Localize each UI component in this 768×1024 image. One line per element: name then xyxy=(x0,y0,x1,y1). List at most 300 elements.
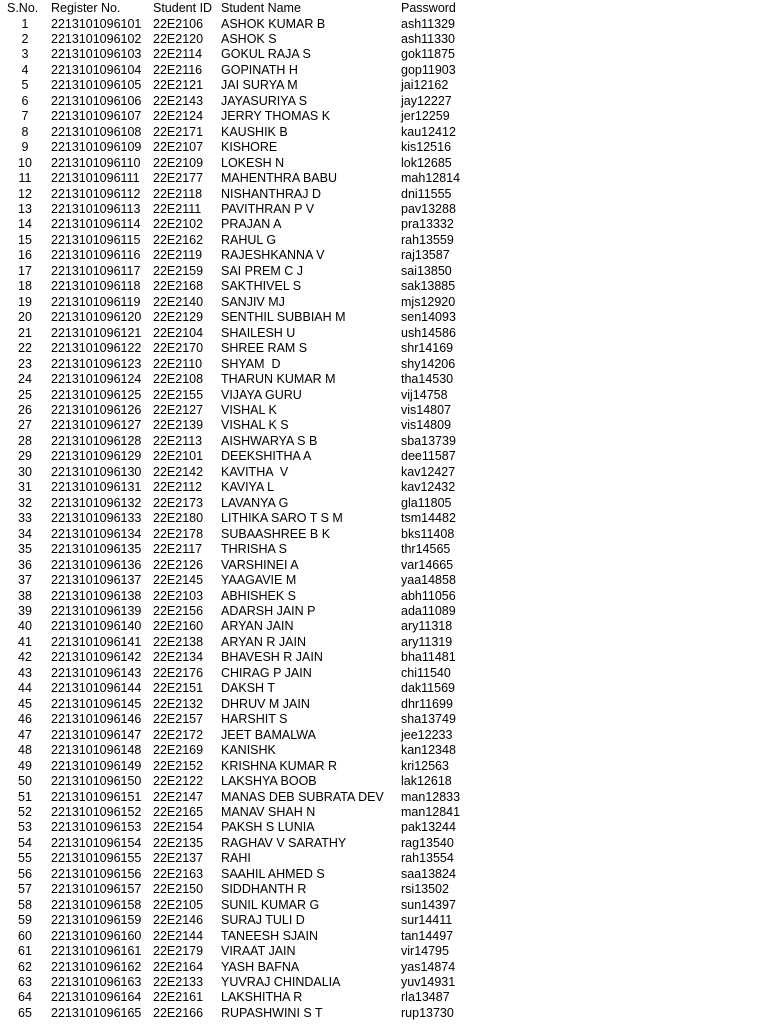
table-row xyxy=(0,805,768,821)
register-no-cell: 2213101096159 xyxy=(51,913,142,928)
sno-cell: 18 xyxy=(18,279,32,294)
student-id-cell: 22E2166 xyxy=(153,1005,204,1020)
register-no-cell: 2213101096165 xyxy=(51,1005,142,1020)
table-row xyxy=(0,78,768,94)
student-name-cell: SANJIV MJ xyxy=(221,294,285,309)
sno-cell: 14 xyxy=(18,217,32,232)
sno-cell: 12 xyxy=(18,186,32,201)
student-name-cell: BHAVESH R JAIN xyxy=(221,650,323,665)
student-name-cell: MANAS DEB SUBRATA DEV xyxy=(221,789,384,804)
student-name-cell: JAYASURIYA S xyxy=(221,93,308,108)
sno-cell: 16 xyxy=(18,248,32,263)
table-row xyxy=(0,851,768,867)
table-row xyxy=(0,357,768,373)
sno-cell: 39 xyxy=(18,603,32,618)
register-no-cell: 2213101096130 xyxy=(51,464,142,479)
password-cell: jee12233 xyxy=(401,727,453,742)
password-cell: ash11329 xyxy=(401,16,455,31)
table-row xyxy=(0,619,768,635)
student-name-cell: JAI SURYA M xyxy=(221,78,298,93)
student-name-cell: MANAV SHAH N xyxy=(221,804,316,819)
password-cell: vis14809 xyxy=(401,418,452,433)
student-id-cell: 22E2150 xyxy=(153,882,204,897)
table-row xyxy=(0,202,768,218)
sno-cell: 27 xyxy=(18,418,32,433)
register-no-cell: 2213101096156 xyxy=(51,866,142,881)
password-cell: tha14530 xyxy=(401,372,454,387)
register-no-cell: 2213101096119 xyxy=(51,294,141,309)
password-cell: rup13730 xyxy=(401,1005,454,1020)
student-name-cell: KAVIYA L xyxy=(221,480,275,495)
register-no-cell: 2213101096125 xyxy=(51,387,142,402)
sno-cell: 17 xyxy=(18,263,32,278)
student-id-cell: 22E2151 xyxy=(153,681,204,696)
student-id-cell: 22E2124 xyxy=(153,109,204,124)
table-row xyxy=(0,589,768,605)
table-row xyxy=(0,743,768,759)
sno-cell: 30 xyxy=(18,464,32,479)
table-row xyxy=(0,604,768,620)
student-id-cell: 22E2137 xyxy=(153,851,204,866)
password-cell: shy14206 xyxy=(401,356,456,371)
table-row xyxy=(0,341,768,357)
student-name-cell: DHRUV M JAIN xyxy=(221,696,310,711)
student-name-cell: RUPASHWINI S T xyxy=(221,1005,323,1020)
password-cell: rla13487 xyxy=(401,990,450,1005)
student-name-cell: SAI PREM C J xyxy=(221,263,303,278)
student-id-cell: 22E2103 xyxy=(153,588,204,603)
sno-cell: 21 xyxy=(18,325,32,340)
student-id-cell: 22E2163 xyxy=(153,866,204,881)
sno-cell: 10 xyxy=(18,155,32,170)
register-no-cell: 2213101096132 xyxy=(51,495,142,510)
sno-cell: 13 xyxy=(18,202,32,217)
student-name-cell: SIDDHANTH R xyxy=(221,882,307,897)
student-name-cell: LAKSHITHA R xyxy=(221,990,303,1005)
register-no-cell: 2213101096164 xyxy=(51,990,142,1005)
password-cell: pak13244 xyxy=(401,820,456,835)
student-name-cell: SHYAM D xyxy=(221,356,281,371)
student-name-cell: RAHI xyxy=(221,851,251,866)
register-no-cell: 2213101096120 xyxy=(51,310,142,325)
student-id-cell: 22E2127 xyxy=(153,403,204,417)
student-id-cell: 22E2147 xyxy=(153,789,204,804)
student-id-cell: 22E2179 xyxy=(153,944,204,959)
student-name-cell: DEEKSHITHA A xyxy=(221,449,312,464)
sno-cell: 64 xyxy=(18,990,32,1005)
register-no-cell: 2213101096149 xyxy=(51,758,142,773)
register-no-cell: 2213101096106 xyxy=(51,93,142,108)
student-name-cell: RAGHAV V SARATHY xyxy=(221,835,347,850)
student-id-cell: 22E2169 xyxy=(153,743,204,758)
student-name-cell: LAKSHYA BOOB xyxy=(221,774,317,789)
register-no-cell: 2213101096160 xyxy=(51,928,142,943)
table-row xyxy=(0,418,768,434)
register-no-cell: 2213101096129 xyxy=(51,449,142,464)
sno-cell: 7 xyxy=(21,109,29,124)
register-no-cell: 2213101096114 xyxy=(51,217,141,232)
sno-cell: 8 xyxy=(21,124,29,139)
sno-cell: 3 xyxy=(21,47,29,62)
student-id-cell: 22E2172 xyxy=(153,727,204,742)
sno-cell: 34 xyxy=(18,526,32,541)
register-no-cell: 2213101096143 xyxy=(51,665,142,680)
register-no-cell: 2213101096121 xyxy=(51,325,142,340)
sno-cell: 60 xyxy=(18,928,32,943)
sno-cell: 58 xyxy=(18,897,32,912)
sno-cell: 44 xyxy=(18,681,32,696)
header-row xyxy=(0,1,768,17)
student-name-cell: SURAJ TULI D xyxy=(221,913,305,928)
student-id-cell: 22E2129 xyxy=(153,310,204,325)
student-id-cell: 22E2142 xyxy=(153,464,204,479)
table-row xyxy=(0,960,768,976)
student-name-cell: LOKESH N xyxy=(221,155,285,170)
sno-cell: 42 xyxy=(18,650,32,665)
password-cell: ary11318 xyxy=(401,619,453,634)
sno-cell: 6 xyxy=(21,93,29,108)
student-name-cell: SENTHIL SUBBIAH M xyxy=(221,310,346,325)
student-name-cell: SAAHIL AHMED S xyxy=(221,866,325,881)
student-name-cell: MAHENTHRA BABU xyxy=(221,171,337,186)
register-no-cell: 2213101096144 xyxy=(51,681,142,696)
register-no-cell: 2213101096108 xyxy=(51,124,142,139)
register-no-cell: 2213101096136 xyxy=(51,557,142,572)
register-no-cell: 2213101096117 xyxy=(51,263,141,278)
register-no-cell: 2213101096105 xyxy=(51,78,142,93)
register-no-cell: 2213101096107 xyxy=(51,109,142,124)
register-no-cell: 2213101096111 xyxy=(51,171,140,186)
sno-cell: 37 xyxy=(18,573,32,588)
student-id-cell: 22E2143 xyxy=(153,93,204,108)
student-name-cell: VISHAL K xyxy=(221,403,277,417)
register-no-cell: 2213101096152 xyxy=(51,804,142,819)
register-no-cell: 2213101096151 xyxy=(51,789,142,804)
student-id-cell: 22E2176 xyxy=(153,665,204,680)
table-row xyxy=(0,17,768,33)
table-row xyxy=(0,496,768,512)
student-name-cell: LAVANYA G xyxy=(221,495,289,510)
register-no-cell: 2213101096134 xyxy=(51,526,142,541)
password-cell: kri12563 xyxy=(401,758,449,773)
student-id-cell: 22E2135 xyxy=(153,835,204,850)
student-name-cell: KAUSHIK B xyxy=(221,124,288,139)
student-name-cell: VARSHINEI A xyxy=(221,557,299,572)
student-name-cell: SHAILESH U xyxy=(221,325,296,340)
password-cell: lak12618 xyxy=(401,774,452,789)
password-cell: gop11903 xyxy=(401,62,456,77)
student-name-cell: CHIRAG P JAIN xyxy=(221,665,312,680)
table-row xyxy=(0,650,768,666)
table-row xyxy=(0,109,768,125)
student-name-cell: NISHANTHRAJ D xyxy=(221,186,322,201)
password-cell: dee11587 xyxy=(401,449,456,464)
register-no-cell: 2213101096133 xyxy=(51,511,142,526)
password-cell: vij14758 xyxy=(401,387,448,402)
table-row xyxy=(0,295,768,311)
student-name-cell: VIJAYA GURU xyxy=(221,387,302,402)
sno-cell: 45 xyxy=(18,696,32,711)
register-no-cell: 2213101096110 xyxy=(51,155,141,170)
register-no-cell: 2213101096118 xyxy=(51,279,141,294)
student-name-cell: KISHORE xyxy=(221,140,278,155)
student-id-cell: 22E2180 xyxy=(153,511,204,526)
register-no-cell: 2213101096123 xyxy=(51,356,142,371)
password-cell: lok12685 xyxy=(401,155,452,170)
student-id-cell: 22E2152 xyxy=(153,758,204,773)
table-row xyxy=(0,63,768,79)
register-no-cell: 2213101096128 xyxy=(51,433,142,448)
sno-cell: 4 xyxy=(21,62,29,77)
student-name-cell: YASH BAFNA xyxy=(221,959,300,974)
student-id-cell: 22E2118 xyxy=(153,186,203,201)
student-id-cell: 22E2165 xyxy=(153,804,204,819)
password-cell: thr14565 xyxy=(401,542,451,557)
register-no-cell: 2213101096112 xyxy=(51,186,141,201)
student-id-cell: 22E2155 xyxy=(153,387,204,402)
register-no-cell: 2213101096103 xyxy=(51,47,142,62)
password-cell: sba13739 xyxy=(401,433,456,448)
student-name-cell: ADARSH JAIN P xyxy=(221,603,316,618)
table-row xyxy=(0,171,768,187)
student-id-cell: 22E2146 xyxy=(153,913,204,928)
password-cell: ada11089 xyxy=(401,603,456,618)
student-id-cell: 22E2164 xyxy=(153,959,204,974)
table-row xyxy=(0,434,768,450)
student-name-cell: SAKTHIVEL S xyxy=(221,279,302,294)
password-cell: sen14093 xyxy=(401,310,456,325)
sno-cell: 59 xyxy=(18,913,32,928)
register-no-cell: 2213101096102 xyxy=(51,31,142,46)
student-name-cell: KAVITHA V xyxy=(221,464,289,479)
student-id-cell: 22E2114 xyxy=(153,47,203,62)
table-row xyxy=(0,913,768,929)
sno-cell: 50 xyxy=(18,774,32,789)
sno-cell: 26 xyxy=(18,403,32,417)
student-name-cell: VISHAL K S xyxy=(221,418,289,433)
password-cell: mah12814 xyxy=(401,171,461,186)
password-cell: gla11805 xyxy=(401,495,452,510)
student-id-cell: 22E2122 xyxy=(153,774,204,789)
register-no-cell: 2213101096162 xyxy=(51,959,142,974)
table-row xyxy=(0,790,768,806)
password-cell: tan14497 xyxy=(401,928,454,943)
register-no-cell: 2213101096150 xyxy=(51,774,142,789)
table-row xyxy=(0,1006,768,1022)
sno-cell: 24 xyxy=(18,372,32,387)
table-row xyxy=(0,929,768,945)
student-id-cell: 22E2102 xyxy=(153,217,204,232)
password-cell: abh11056 xyxy=(401,588,456,603)
sno-cell: 48 xyxy=(18,743,32,758)
table-row xyxy=(0,47,768,63)
student-id-cell: 22E2138 xyxy=(153,634,204,649)
table-row xyxy=(0,867,768,883)
table-row xyxy=(0,388,768,404)
student-id-cell: 22E2160 xyxy=(153,619,204,634)
register-no-cell: 2213101096141 xyxy=(51,634,142,649)
table-row xyxy=(0,573,768,589)
sno-cell: 49 xyxy=(18,758,32,773)
sno-cell: 47 xyxy=(18,727,32,742)
student-id-cell: 22E2173 xyxy=(153,495,204,510)
register-no-cell: 2213101096115 xyxy=(51,232,141,247)
student-id-cell: 22E2119 xyxy=(153,248,203,263)
student-name-cell: HARSHIT S xyxy=(221,712,288,727)
student-name-cell: RAJESHKANNA V xyxy=(221,248,325,263)
student-id-cell: 22E2145 xyxy=(153,573,204,588)
table-row xyxy=(0,449,768,465)
sno-cell: 35 xyxy=(18,542,32,557)
sno-cell: 41 xyxy=(18,634,32,649)
password-cell: sun14397 xyxy=(401,897,456,912)
student-id-cell: 22E2108 xyxy=(153,372,204,387)
register-no-cell: 2213101096140 xyxy=(51,619,142,634)
password-cell: mjs12920 xyxy=(401,294,456,309)
table-row xyxy=(0,712,768,728)
student-id-cell: 22E2112 xyxy=(153,480,203,495)
password-cell: sai13850 xyxy=(401,263,452,278)
sno-cell: 32 xyxy=(18,495,32,510)
student-name-cell: ARYAN JAIN xyxy=(221,619,294,634)
student-id-cell: 22E2162 xyxy=(153,232,204,247)
sno-cell: 11 xyxy=(18,171,32,186)
password-cell: ary11319 xyxy=(401,634,453,649)
header-student-id: Student ID xyxy=(153,1,213,15)
student-id-cell: 22E2120 xyxy=(153,31,204,46)
sno-cell: 55 xyxy=(18,851,32,866)
sno-cell: 63 xyxy=(18,975,32,990)
password-cell: sak13885 xyxy=(401,279,456,294)
student-name-cell: ABHISHEK S xyxy=(221,588,297,603)
password-cell: kav12432 xyxy=(401,480,456,495)
table-row xyxy=(0,403,768,419)
student-id-cell: 22E2177 xyxy=(153,171,204,186)
table-row xyxy=(0,898,768,914)
table-row xyxy=(0,990,768,1006)
password-cell: kav12427 xyxy=(401,464,456,479)
student-id-cell: 22E2178 xyxy=(153,526,204,541)
sno-cell: 62 xyxy=(18,959,32,974)
register-no-cell: 2213101096157 xyxy=(51,882,142,897)
table-row xyxy=(0,372,768,388)
table-row xyxy=(0,140,768,156)
student-name-cell: ASHOK KUMAR B xyxy=(221,16,326,31)
register-no-cell: 2213101096146 xyxy=(51,712,142,727)
password-cell: yaa14858 xyxy=(401,573,456,588)
password-cell: saa13824 xyxy=(401,866,456,881)
student-id-cell: 22E2159 xyxy=(153,263,204,278)
register-no-cell: 2213101096124 xyxy=(51,372,142,387)
sno-cell: 57 xyxy=(18,882,32,897)
table-row xyxy=(0,248,768,264)
register-no-cell: 2213101096113 xyxy=(51,202,141,217)
password-cell: jai12162 xyxy=(401,78,449,93)
table-row xyxy=(0,975,768,991)
student-id-cell: 22E2126 xyxy=(153,557,204,572)
password-cell: jer12259 xyxy=(401,109,450,124)
register-no-cell: 2213101096163 xyxy=(51,975,142,990)
student-id-cell: 22E2157 xyxy=(153,712,204,727)
student-id-cell: 22E2117 xyxy=(153,542,203,557)
password-cell: bha11481 xyxy=(401,650,456,665)
register-no-cell: 2213101096127 xyxy=(51,418,142,433)
table-row xyxy=(0,882,768,898)
student-id-cell: 22E2168 xyxy=(153,279,204,294)
table-row xyxy=(0,944,768,960)
table-row xyxy=(0,759,768,775)
register-no-cell: 2213101096131 xyxy=(51,480,142,495)
sno-cell: 38 xyxy=(18,588,32,603)
sno-cell: 43 xyxy=(18,665,32,680)
table-row xyxy=(0,310,768,326)
student-id-cell: 22E2139 xyxy=(153,418,204,433)
table-row xyxy=(0,681,768,697)
student-id-cell: 22E2110 xyxy=(153,356,203,371)
password-cell: rag13540 xyxy=(401,835,454,850)
register-no-cell: 2213101096122 xyxy=(51,341,142,356)
register-no-cell: 2213101096135 xyxy=(51,542,142,557)
sno-cell: 23 xyxy=(18,356,32,371)
table-row xyxy=(0,774,768,790)
table-row xyxy=(0,836,768,852)
sno-cell: 36 xyxy=(18,557,32,572)
table-row xyxy=(0,465,768,481)
sno-cell: 52 xyxy=(18,804,32,819)
student-name-cell: RAHUL G xyxy=(221,232,277,247)
sno-cell: 29 xyxy=(18,449,32,464)
sno-cell: 61 xyxy=(18,944,32,959)
table-row xyxy=(0,279,768,295)
sno-cell: 9 xyxy=(21,140,29,155)
sno-cell: 65 xyxy=(18,1005,32,1020)
register-no-cell: 2213101096148 xyxy=(51,743,142,758)
sno-cell: 31 xyxy=(18,480,32,495)
password-cell: pra13332 xyxy=(401,217,454,232)
register-no-cell: 2213101096104 xyxy=(51,62,142,77)
password-cell: rsi13502 xyxy=(401,882,449,897)
table-row xyxy=(0,820,768,836)
header-register-no: Register No. xyxy=(51,1,121,15)
table-row xyxy=(0,697,768,713)
student-id-cell: 22E2134 xyxy=(153,650,204,665)
sno-cell: 1 xyxy=(21,16,29,31)
student-id-cell: 22E2133 xyxy=(153,975,204,990)
register-no-cell: 2213101096145 xyxy=(51,696,142,711)
sno-cell: 19 xyxy=(18,294,32,309)
sno-cell: 20 xyxy=(18,310,32,325)
register-no-cell: 2213101096154 xyxy=(51,835,142,850)
password-cell: rah13554 xyxy=(401,851,454,866)
password-cell: dak11569 xyxy=(401,681,455,696)
register-no-cell: 2213101096137 xyxy=(51,573,142,588)
table-row xyxy=(0,326,768,342)
student-id-cell: 22E2101 xyxy=(153,449,204,464)
password-cell: dni11555 xyxy=(401,186,452,201)
sno-cell: 5 xyxy=(21,78,29,93)
password-cell: jay12227 xyxy=(401,93,452,108)
sno-cell: 40 xyxy=(18,619,32,634)
password-cell: man12833 xyxy=(401,789,461,804)
student-id-cell: 22E2140 xyxy=(153,294,204,309)
sno-cell: 25 xyxy=(18,387,32,402)
student-name-cell: SUNIL KUMAR G xyxy=(221,897,320,912)
table-row xyxy=(0,32,768,48)
student-id-cell: 22E2105 xyxy=(153,897,204,912)
student-name-cell: PAKSH S LUNIA xyxy=(221,820,315,835)
student-name-cell: JEET BAMALWA xyxy=(221,727,316,742)
sno-cell: 2 xyxy=(21,31,29,46)
